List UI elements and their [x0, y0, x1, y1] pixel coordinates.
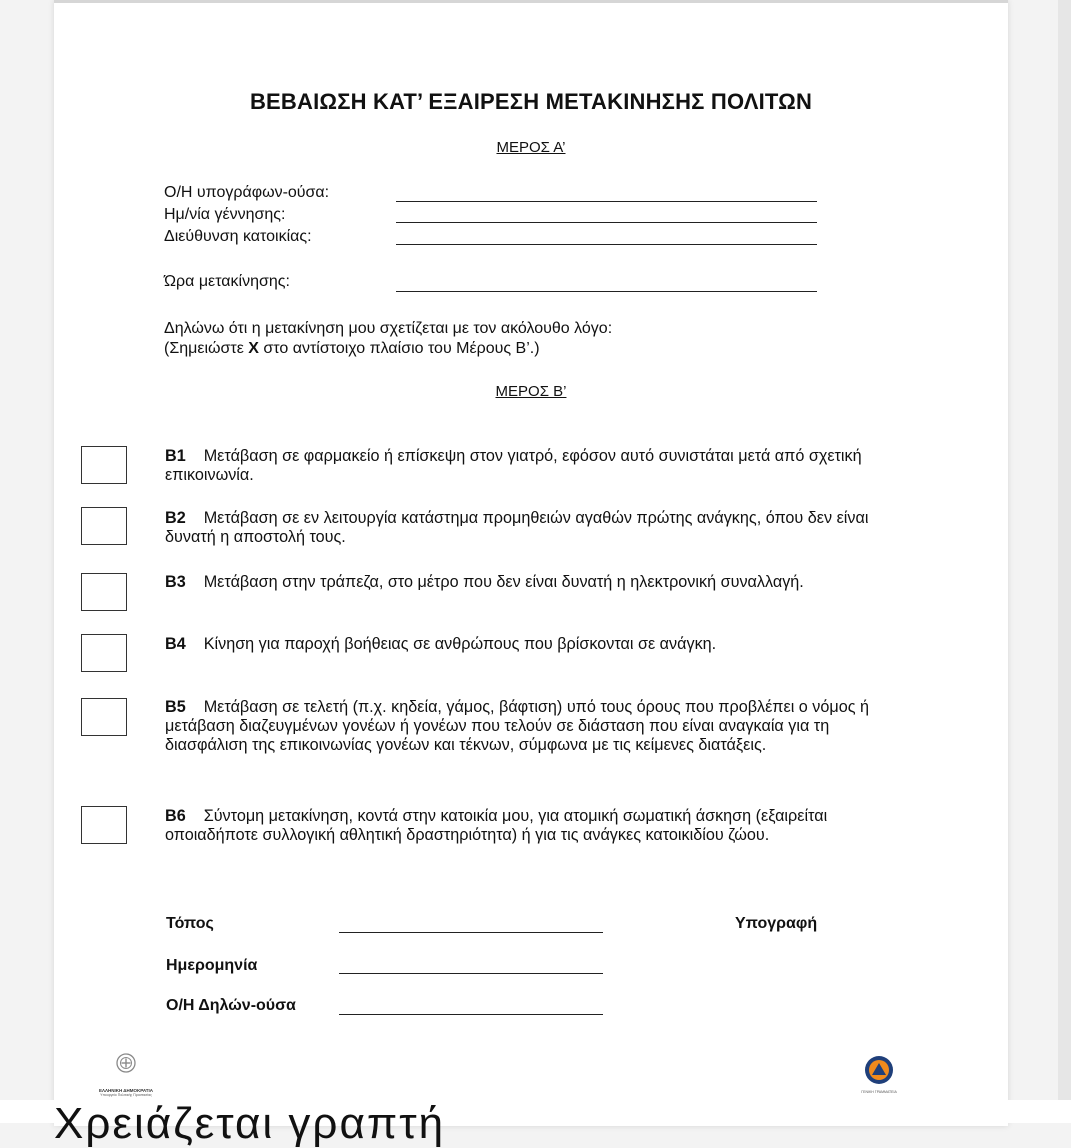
declarant-label: Ο/Η Δηλών-ούσα [166, 997, 296, 1014]
signature-label: Υπογραφή [735, 915, 818, 932]
logo-left-title: ΕΛΛΗΝΙΚΗ ΔΗΜΟΚΡΑΤΙΑ [98, 1088, 154, 1093]
option-b5-checkbox[interactable] [81, 698, 127, 736]
movement-time-field[interactable] [396, 291, 817, 292]
option-b2: Β2 Μετάβαση σε εν λειτουργία κατάστημα προμηθειών αγαθών πρώτης ανάγκης, όπου δεν είναι δυνατή η αποστολή τους. [165, 509, 869, 546]
civil-protection-icon [844, 1055, 914, 1085]
declaration-text [164, 319, 844, 359]
declaration-line: Δηλώνω ότι η μετακίνηση μου σχετίζεται με τον ακόλουθο λόγο: [164, 320, 613, 337]
declarant-field[interactable] [339, 1014, 603, 1015]
birth-date-label: Ημ/νία γέννησης: [164, 206, 286, 223]
place-label: Τόπος [166, 915, 214, 932]
overflow-caption: Χρειάζεται γραπτή [54, 1099, 446, 1148]
option-b1: Β1 Μετάβαση σε φαρμακείο ή επίσκεψη στον γιατρό, εφόσον αυτό συνιστάται μετά από σχετική επικοινωνία. [165, 447, 862, 484]
option-b2-checkbox[interactable] [81, 507, 127, 545]
birth-date-field[interactable] [396, 222, 817, 223]
option-b6: Β6 Σύντομη μετακίνηση, κοντά στην κατοικία μου, για ατομική σωματική άσκηση (εξαιρείται οποιαδήποτε συλλογική αθλητική δραστηριότητα) ή για τις ανάγκες κατοικιδίου ζώου. [165, 807, 828, 844]
logo-right-caption: ΓΕΝΙΚΗ ΓΡΑΜΜΑΤΕΙΑ [861, 1090, 897, 1094]
coat-of-arms-icon [78, 1051, 174, 1079]
document-page [54, 0, 1008, 1126]
option-b3-checkbox[interactable] [81, 573, 127, 611]
date-label: Ημερομηνία [166, 957, 258, 974]
place-field[interactable] [339, 932, 603, 933]
date-field[interactable] [339, 973, 603, 974]
scrollbar-track[interactable] [1058, 0, 1071, 1100]
part-a-heading: ΜΕΡΟΣ Α’ [496, 139, 566, 156]
overflow-caption-strip [0, 1099, 1071, 1148]
declaration-note: (Σημειώστε X στο αντίστοιχο πλαίσιο του Μέρους Β’.) [164, 340, 540, 357]
hellenic-republic-logo [78, 1051, 174, 1097]
civil-protection-logo [844, 1055, 914, 1094]
home-address-label: Διεύθυνση κατοικίας: [164, 228, 312, 245]
option-b3: Β3 Μετάβαση στην τράπεζα, στο μέτρο που δεν είναι δυνατή η ηλεκτρονική συναλλαγή. [165, 573, 804, 591]
option-b5: Β5 Μετάβαση σε τελετή (π.χ. κηδεία, γάμος, βάφτιση) υπό τους όρους που προβλέπει ο νόμος ή μετάβαση διαζευγμένων γονέων ή γονέων που τελούν σε διάσταση που είναι αναγκαία για τη διασφάλιση της επικοινωνίας γονέων και τέκνων, σύμφωνα με τις κείμενες διατάξεις. [165, 698, 870, 754]
option-b1-checkbox[interactable] [81, 446, 127, 484]
movement-time-label: Ώρα μετακίνησης: [164, 273, 290, 290]
signer-name-label: Ο/Η υπογράφων-ούσα: [164, 184, 330, 201]
document-title: ΒΕΒΑΙΩΣΗ ΚΑΤ’ ΕΞΑΙΡΕΣΗ ΜΕΤΑΚΙΝΗΣΗΣ ΠΟΛΙΤΩΝ [249, 89, 813, 114]
option-b4-checkbox[interactable] [81, 634, 127, 672]
option-b4: Β4 Κίνηση για παροχή βοήθειας σε ανθρώπους που βρίσκονται σε ανάγκη. [165, 635, 717, 653]
option-b6-checkbox[interactable] [81, 806, 127, 844]
part-b-heading: ΜΕΡΟΣ Β’ [495, 383, 567, 400]
logo-left-subtitle: Υπουργείο Πολιτικής Προστασίας [100, 1093, 152, 1097]
home-address-field[interactable] [396, 244, 817, 245]
signer-name-field[interactable] [396, 201, 817, 202]
